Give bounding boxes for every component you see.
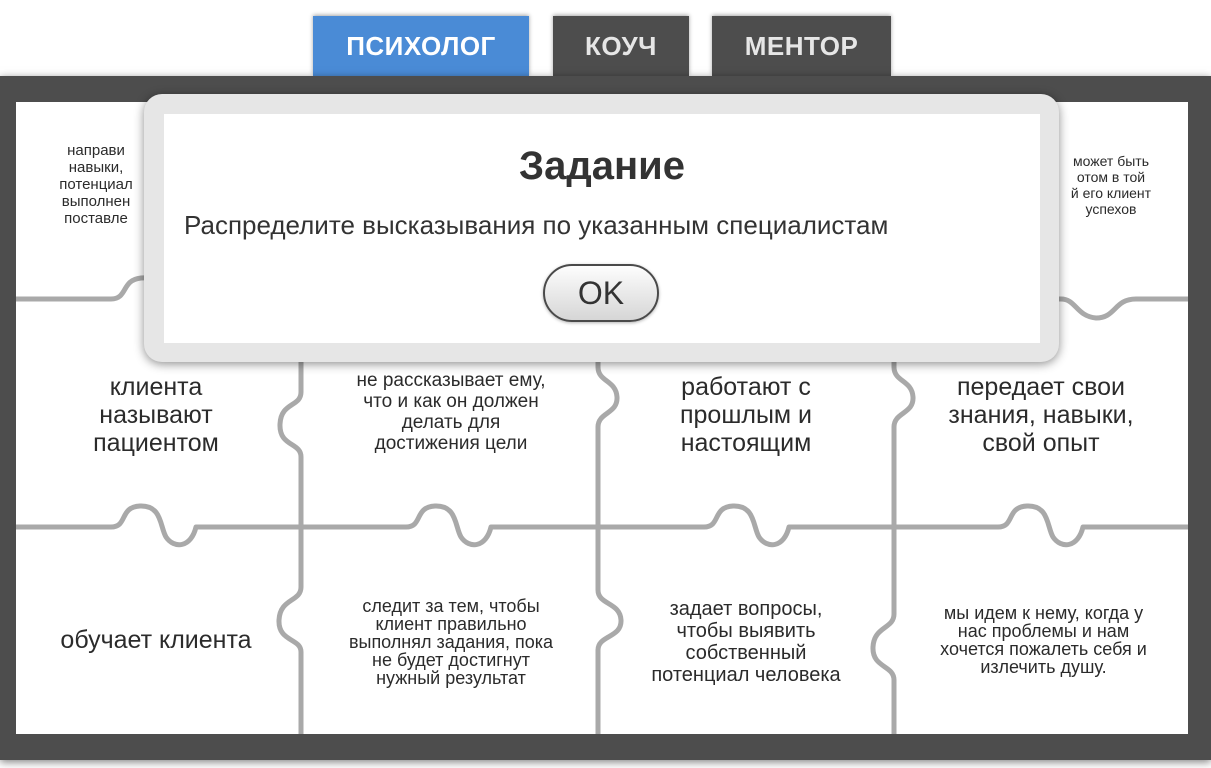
piece-text: потенциал — [59, 176, 133, 193]
piece-text: поставле — [64, 210, 128, 227]
piece-text: может быть — [1072, 153, 1149, 169]
piece-text: не рассказывает ему, — [356, 370, 546, 391]
piece-text: й его клиент — [1070, 185, 1152, 201]
piece-text: знания, навыки, — [948, 400, 1134, 429]
puzzle-piece[interactable] — [626, 367, 866, 462]
puzzle-piece[interactable] — [321, 592, 581, 692]
puzzle-piece[interactable] — [911, 600, 1176, 680]
puzzle-piece[interactable] — [36, 617, 276, 662]
tab-mentor[interactable]: МЕНТОР — [712, 16, 891, 76]
dialog-title: Задание — [519, 144, 685, 188]
piece-text: передает свои — [956, 372, 1126, 401]
puzzle-piece[interactable] — [321, 367, 581, 457]
piece-text: свой опыт — [982, 428, 1100, 457]
piece-text: навыки, — [68, 159, 124, 176]
piece-text: потенциал человека — [651, 663, 841, 686]
tab-coach[interactable]: КОУЧ — [553, 16, 689, 76]
piece-text: направи — [67, 142, 125, 159]
piece-text: следит за тем, чтобы — [362, 596, 540, 616]
piece-text: прошлым и — [679, 400, 813, 429]
piece-text: пациентом — [93, 428, 219, 457]
piece-text: нужный результат — [376, 668, 526, 688]
puzzle-piece[interactable] — [36, 137, 156, 232]
piece-text: успехов — [1085, 201, 1137, 217]
piece-text: выполнял задания, пока — [348, 632, 554, 652]
piece-text: делать для — [401, 412, 501, 433]
piece-text: выполнен — [61, 193, 131, 210]
piece-text: работают с — [681, 372, 811, 401]
piece-text: хочется пожалеть себя и — [940, 639, 1147, 659]
task-dialog — [164, 114, 1040, 343]
piece-text: собственный — [685, 641, 807, 664]
piece-text: чтобы выявить — [676, 619, 816, 642]
puzzle-piece[interactable] — [36, 367, 276, 462]
piece-text: достижения цели — [374, 433, 528, 454]
piece-text: настоящим — [680, 428, 812, 457]
piece-text: задает вопросы, — [669, 597, 823, 620]
dialog-message: Распределите высказывания по указанным специалистам — [184, 210, 889, 240]
piece-text: не будет достигнут — [372, 650, 530, 670]
piece-text: клиента — [109, 372, 203, 401]
puzzle-piece[interactable] — [1056, 150, 1166, 220]
piece-text: мы идем к нему, когда у — [943, 603, 1144, 623]
piece-text: излечить душу. — [980, 657, 1107, 677]
ok-button[interactable]: OK — [543, 264, 659, 322]
tab-psychologist[interactable]: ПСИХОЛОГ — [313, 16, 529, 76]
piece-text: отом в той — [1076, 169, 1146, 185]
piece-text: что и как он должен — [363, 391, 539, 412]
puzzle-piece[interactable] — [626, 594, 866, 689]
piece-text: называют — [99, 400, 213, 429]
piece-text: клиент правильно — [375, 614, 527, 634]
piece-text: нас проблемы и нам — [957, 621, 1130, 641]
puzzle-piece[interactable] — [921, 367, 1161, 462]
piece-text: обучает клиента — [60, 625, 252, 654]
